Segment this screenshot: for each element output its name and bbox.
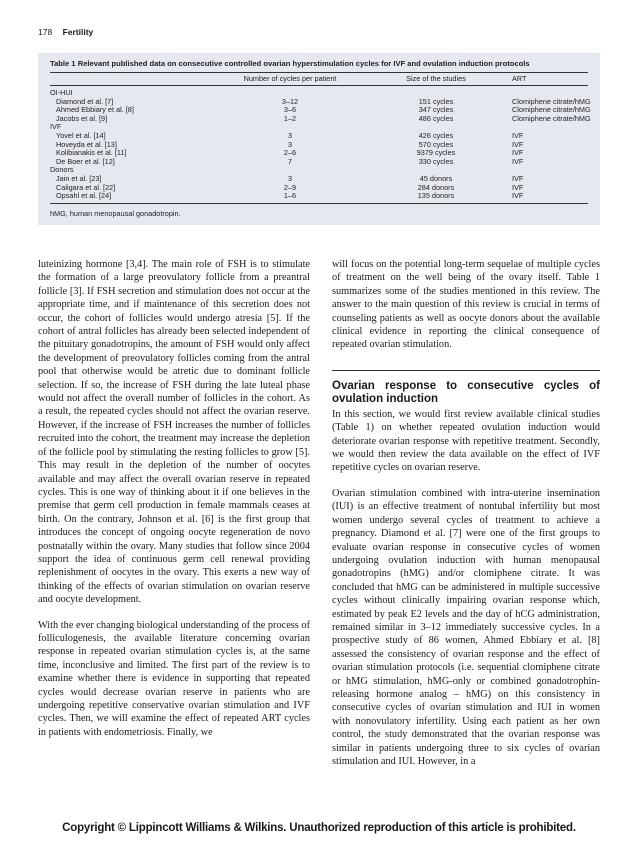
group-label: Donors bbox=[50, 165, 74, 175]
table-row bbox=[50, 113, 591, 124]
paragraph: With the ever changing biological understanding of the process of folliculogenesis, the available literature concerning ovarian response in repeated ovarian stimulation cycles is, at the same time, inconclusive and limited. The first part of the review is to examine whether there is evidence in supporting that repeated cycles would decrease ovarian reserve in patients who are undergoing repetitive conservative ovarian stimulation and IVF cycles. Then, we will examine the effect of repeated ART cycles in patients with endometriosis. Finally, we bbox=[38, 619, 310, 738]
table-row bbox=[50, 175, 588, 184]
left-column bbox=[38, 258, 310, 751]
group-label: IVF bbox=[50, 122, 62, 132]
table-cell: IVF bbox=[512, 156, 524, 166]
table-cell: 2–6 bbox=[283, 148, 297, 158]
table-cell: IVF bbox=[512, 139, 524, 149]
table-cell: 2–9 bbox=[283, 182, 297, 192]
table-row bbox=[50, 192, 588, 201]
running-header bbox=[38, 27, 93, 37]
table-cell: 7 bbox=[287, 156, 293, 166]
table-cell: 570 cycles bbox=[418, 139, 454, 149]
table-cell: 9379 cycles bbox=[416, 148, 456, 158]
table-cell: 486 cycles bbox=[418, 113, 454, 123]
table-cell: Ahmed Ebbiary et al. [8] bbox=[56, 105, 134, 115]
table-cell: 426 cycles bbox=[418, 130, 454, 140]
table-cell: Jain et al. [23] bbox=[56, 173, 102, 183]
table-cell: 3–6 bbox=[283, 105, 297, 115]
col-header-cycles: Number of cycles per patient bbox=[243, 74, 337, 83]
table-caption: Table 1 Relevant published data on consecutive controlled ovarian hyperstimulation cycles for IVF and ovulation induction protocols bbox=[50, 59, 530, 68]
paragraph: Ovarian stimulation combined with intra-uterine insemination (IUI) is an effective treatment of nontubal infertility but most women undergo several cycles of treatment to achieve a pregnancy. Diamond et al. [7] were one of the first groups to evaluate ovarian response in consecutive cycles of women undergoing ovulation induction with human menopausal gonadotropins (hMG) and/or clomiphene citrate. It was concluded that hMG can be administered in multiple successive cycles without clinically impairing ovarian response which, estimated by peak E2 levels and the day of hCG administration, remained similar in 3–12 immediately successive cycles. In a prospective study of 86 women, Ahmed Ebbiary et al. [8] assessed the consistency of ovarian response and the effect of ovarian stimulation protocols (i.e. sequential clomiphene citrate or hMG stimulation, hMG-only or combined gonadotrophin-releasing hormone analog – hMG) on this consistency in consecutive cycles of ovarian stimulation and IUI in women with nonovulatory infertility. Using each patient as her own control, the study demonstrated that the ovarian response was similar in patients undergoing three to six cycles of ovarian stimulation and IUI. However, in a bbox=[332, 487, 600, 767]
col-header-size: Size of the studies bbox=[406, 74, 466, 83]
table-row bbox=[50, 141, 588, 150]
table-cell: De Boer et al. [12] bbox=[56, 156, 115, 166]
table-cell: Clomiphene citrate/hMG bbox=[512, 113, 591, 123]
table-row bbox=[50, 149, 588, 158]
table-cell: IVF bbox=[512, 173, 524, 183]
table-body bbox=[38, 86, 600, 203]
group-label: OI-HUI bbox=[50, 88, 73, 97]
table-cell: IVF bbox=[512, 182, 524, 192]
table-cell: 3 bbox=[287, 130, 293, 140]
table-cell: 151 cycles bbox=[418, 96, 454, 106]
table-cell: IVF bbox=[512, 191, 524, 201]
table-cell: Jacobs et al. [9] bbox=[56, 113, 108, 123]
right-column bbox=[332, 258, 600, 780]
table-row bbox=[50, 105, 591, 115]
table-cell: 3 bbox=[287, 173, 293, 183]
table-cell: 45 donors bbox=[419, 173, 453, 183]
table-cell: 3–12 bbox=[281, 96, 299, 106]
table-row bbox=[50, 132, 588, 141]
table-group-row bbox=[50, 166, 588, 175]
table-cell: Caligara et al. [22] bbox=[56, 182, 116, 192]
table-cell: IVF bbox=[512, 148, 524, 158]
table-cell: 330 cycles bbox=[418, 156, 454, 166]
paragraph: In this section, we would first review available clinical studies (Table 1) on whether repeated ovulation induction would deteriorate ovarian response with repetitive treatment. Secondly, we would then review the data available on the effect of IVF repetitive cycles on ovarian reserve. bbox=[332, 408, 600, 474]
page-number: 178 bbox=[38, 27, 53, 37]
table-row bbox=[50, 184, 588, 193]
col-header-art: ART bbox=[512, 74, 527, 83]
section-title: Fertility bbox=[62, 27, 94, 37]
paragraph: luteinizing hormone [3,4]. The main role of FSH is to stimulate the formation of a large preovulatory follicle from a preantral follicle [3]. If FSH secretion and stimulation does not occur at the appropriate time, and if maintenance of this secretion does not occur, the cohort of follicles would undergo atresia [5]. If the cohort of antral follicles has already been selected independent of the pituitary gonadotropins, the amount of FSH would only affect the development of preovulatory follicles coming from the antral pool that otherwise would be atretic due to dominant follicle selection. If so, the increase of FSH during the late luteal phase would not affect the overall number of follicles in the cohort. As a result, the repeated cycles should not affect the ovarian reserve. However, if the increase of FSH increases the number of follicles recruited into the cohort, the treatment may increase the depletion of the follicle pool by stimulating the resting follicles to grow [5]. This may result in the depletion of the number of oocytes available and may affect the overall ovarian reserve in repeated cycles. This is one way of thinking about it if one believes in the premise that germ cell production in female mammals ceases at birth. On the contrary, Johnson et al. [6] is the first group that introduces the concept of ongoing oocyte regeneration de novo postnatally within the ovary. Many studies that follow since 2004 support the idea of continuous germ cell renewal providing replenishment of oocytes in the ovary. This exerts a new way of thinking of the effects of ovarian stimulation on ovarian reserve and oocyte development. bbox=[38, 259, 310, 606]
table-cell: 135 donors bbox=[417, 191, 455, 201]
table-cell: Yovel et al. [14] bbox=[56, 130, 106, 140]
table-header-row bbox=[50, 73, 588, 85]
table-cell: Clomiphene citrate/hMG bbox=[512, 96, 591, 106]
table-cell: 284 donors bbox=[417, 182, 455, 192]
table-footnote: hMG, human menopausal gonadotropin. bbox=[50, 208, 181, 218]
section-heading: Ovarian response to consecutive cycles of ovulation induction bbox=[332, 370, 600, 406]
table-group-row bbox=[50, 89, 588, 98]
table-cell: Diamond et al. [7] bbox=[56, 96, 114, 106]
table-cell: 347 cycles bbox=[418, 105, 454, 115]
table-cell: Hoveyda et al. [13] bbox=[56, 139, 117, 149]
table-cell: Kolibianakis et al. [11] bbox=[56, 148, 127, 158]
table-1 bbox=[38, 53, 600, 225]
table-cell: 1–2 bbox=[283, 113, 297, 123]
table-row bbox=[50, 158, 588, 167]
table-cell: 3 bbox=[287, 139, 293, 149]
paragraph: will focus on the potential long-term sequelae of multiple cycles of treatment on the well being of the ovary itself. Table 1 summarizes some of the studies mentioned in this review. The answer to the main question of this review is crucial in terms of counseling patients as well as oocyte donors about the available clinical evidence in reporting the clinical consequence of repeated ovarian stimulation. bbox=[332, 259, 600, 351]
table-cell: IVF bbox=[512, 130, 524, 140]
table-cell: Clomiphene citrate/hMG bbox=[512, 105, 591, 115]
table-cell: 1–6 bbox=[283, 191, 297, 201]
table-cell: Opsahl et al. [24] bbox=[56, 191, 112, 201]
table-group-row bbox=[50, 123, 588, 132]
copyright-notice: Copyright © Lippincott Williams & Wilkins. Unauthorized reproduction of this article is prohibited. bbox=[62, 822, 576, 834]
